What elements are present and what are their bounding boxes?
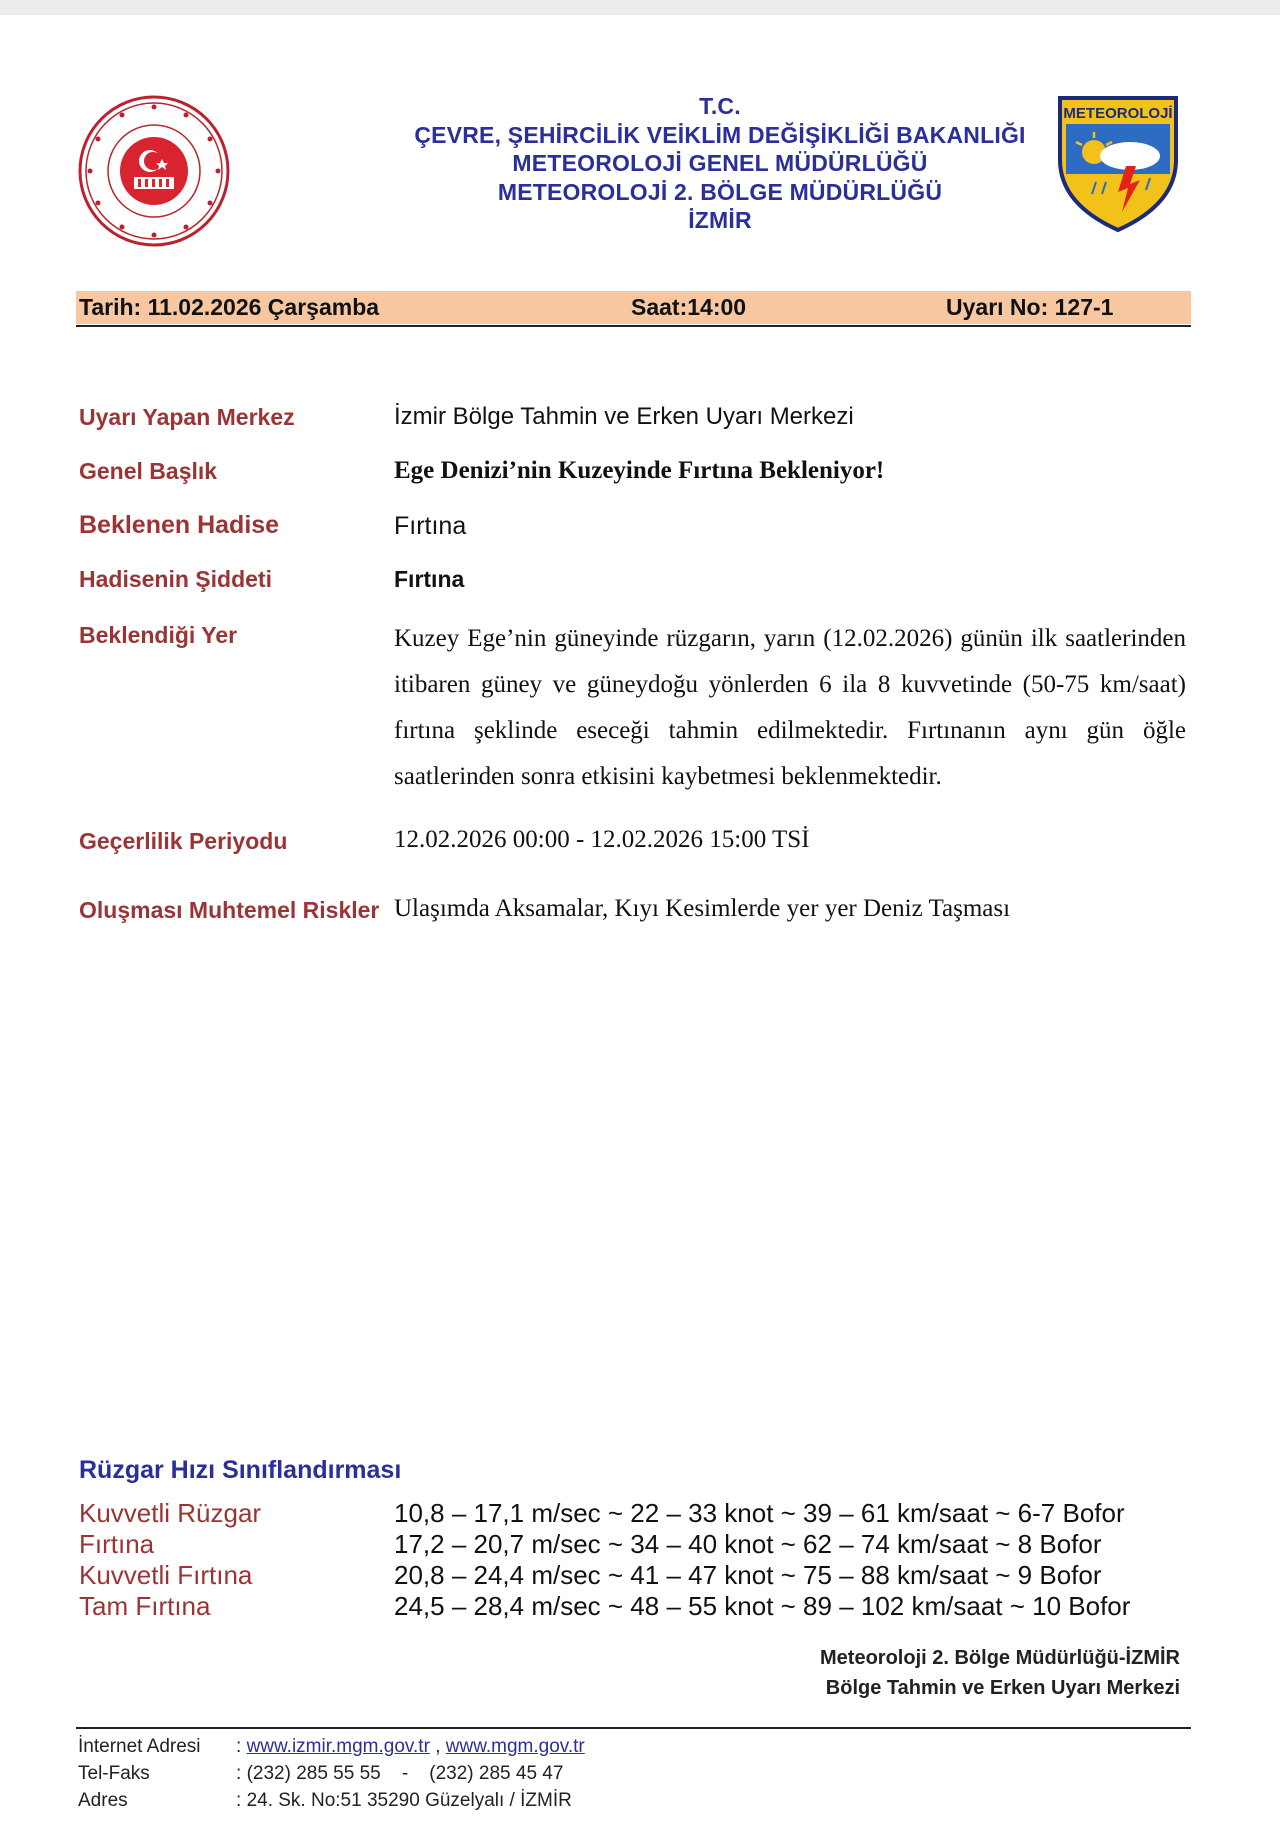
signature-center: Bölge Tahmin ve Erken Uyarı Merkezi bbox=[825, 1677, 1180, 1699]
place-label: Beklendiği Yer bbox=[79, 622, 238, 648]
wind-class-name: Kuvvetli Rüzgar bbox=[79, 1498, 262, 1528]
period-value: 12.02.2026 00:00 - 12.02.2026 15:00 TSİ bbox=[394, 826, 810, 853]
severity-value: Fırtına bbox=[394, 566, 465, 592]
footer-tel-label: Tel-Faks bbox=[78, 1763, 150, 1784]
center-value: İzmir Bölge Tahmin ve Erken Uyarı Merkezi bbox=[394, 403, 854, 430]
footer-address-value: 24. Sk. No:51 35290 Güzelyalı / İZMİR bbox=[246, 1790, 572, 1811]
signature-directorate: Meteoroloji 2. Bölge Müdürlüğü-İZMİR bbox=[820, 1647, 1180, 1669]
wind-class-range: 20,8 – 24,4 m/sec ~ 41 – 47 knot ~ 75 – 88 km/saat ~ 9 Bofor bbox=[394, 1560, 1102, 1590]
risks-value: Ulaşımda Aksamalar, Kıyı Kesimlerde yer yer Deniz Taşması bbox=[394, 895, 1011, 922]
header-city: İZMİR bbox=[688, 207, 752, 233]
header-regional-directorate: METEOROLOJİ 2. BÖLGE MÜDÜRLÜĞÜ bbox=[497, 178, 943, 205]
izmir-website-link[interactable]: www.izmir.mgm.gov.tr bbox=[246, 1736, 430, 1757]
footer-web-label: İnternet Adresi bbox=[78, 1736, 201, 1757]
header-divider bbox=[76, 325, 1191, 327]
footer-address-label: Adres bbox=[78, 1790, 128, 1811]
meteoroloji-logo-text: METEOROLOJİ bbox=[1063, 105, 1173, 122]
warning-info-bar bbox=[76, 291, 1191, 324]
wind-class-range: 17,2 – 20,7 m/sec ~ 34 – 40 knot ~ 62 – 74 km/saat ~ 8 Bofor bbox=[394, 1529, 1102, 1559]
footer-web-separator: , bbox=[435, 1736, 441, 1757]
title-label: Genel Başlık bbox=[79, 458, 218, 484]
wind-class-range: 10,8 – 17,1 m/sec ~ 22 – 33 knot ~ 39 – 61 km/saat ~ 6-7 Bofor bbox=[394, 1498, 1125, 1528]
wind-class-name: Kuvvetli Fırtına bbox=[79, 1560, 253, 1590]
risks-label: Oluşması Muhtemel Riskler bbox=[79, 897, 380, 923]
place-description: Kuzey Ege’nin güneyinde rüzgarın, yarın (12.02.2026) günün ilk saatlerinden itibaren güney ve güneydoğu yönlerden 6 ila 8 kuvvetinde (50-75 km/saat) fırtına şeklinde eseceği tahmin edilmektedir. Fırtınanın aynı gün öğle saatlerinden sonra etkisini kaybetmesi beklenmektedir. bbox=[394, 625, 1186, 790]
severity-label: Hadisenin Şiddeti bbox=[79, 566, 272, 592]
wind-classification-title: Rüzgar Hızı Sınıflandırması bbox=[79, 1456, 402, 1484]
mgm-website-link[interactable]: www.mgm.gov.tr bbox=[445, 1736, 585, 1757]
warning-time: Saat:14:00 bbox=[631, 294, 747, 320]
footer-tel-row: Tel-Faks : (232) 285 55 55 - (232) 285 45 47 bbox=[78, 1763, 564, 1784]
wind-class-name: Tam Fırtına bbox=[79, 1591, 211, 1621]
title-value: Ege Denizi’nin Kuzeyinde Fırtına Bekleniyor! bbox=[394, 457, 885, 484]
ministry-seal-logo bbox=[78, 95, 230, 247]
warning-number: Uyarı No: 127-1 bbox=[946, 294, 1114, 320]
warning-date: Tarih: 11.02.2026 Çarşamba bbox=[79, 294, 380, 320]
meteoroloji-shield-logo bbox=[1056, 94, 1180, 234]
event-value: Fırtına bbox=[394, 512, 467, 540]
top-bar bbox=[0, 0, 1280, 15]
wind-class-name: Fırtına bbox=[79, 1529, 155, 1559]
ministry-header bbox=[360, 92, 1080, 235]
footer-address-row: Adres : 24. Sk. No:51 35290 Güzelyalı / İZMİR bbox=[78, 1790, 572, 1811]
footer-divider bbox=[76, 1727, 1191, 1729]
header-general-directorate: METEOROLOJİ GENEL MÜDÜRLÜĞÜ bbox=[512, 150, 928, 176]
footer-web-row: İnternet Adresi : www.izmir.mgm.gov.tr , www.mgm.gov.tr bbox=[78, 1736, 585, 1757]
footer-tel-value: (232) 285 55 55 - (232) 285 45 47 bbox=[246, 1763, 564, 1784]
header-ministry: ÇEVRE, ŞEHİRCİLİK VEİKLİM DEĞİŞİKLİĞİ BAKANLIĞI bbox=[414, 121, 1026, 148]
period-label: Geçerlilik Periyodu bbox=[79, 828, 288, 854]
wind-class-range: 24,5 – 28,4 m/sec ~ 48 – 55 knot ~ 89 – 102 km/saat ~ 10 Bofor bbox=[394, 1591, 1131, 1621]
header-tc: T.C. bbox=[699, 93, 741, 119]
center-label: Uyarı Yapan Merkez bbox=[79, 404, 295, 430]
event-label: Beklenen Hadise bbox=[79, 511, 280, 539]
